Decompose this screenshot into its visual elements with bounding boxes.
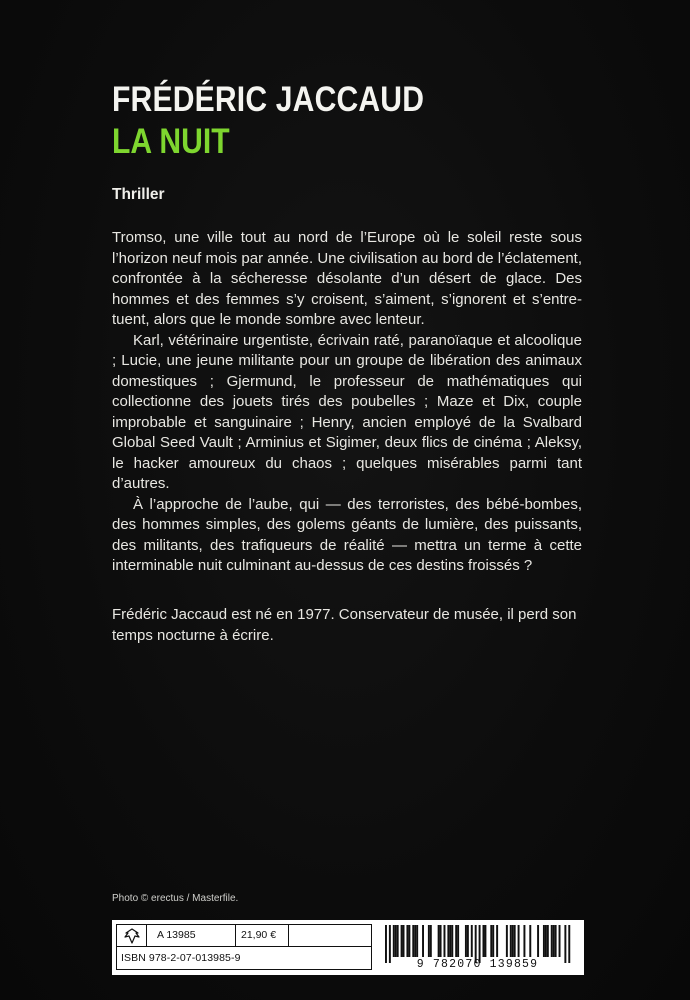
barcode-bar [484,925,486,957]
barcode-bar [451,925,453,957]
barcode-bar [416,925,418,957]
barcode-bar [449,925,451,957]
barcode-bar [492,925,494,957]
blurb [112,228,582,577]
barcode-bar [483,925,485,957]
author-bio: Frédéric Jaccaud est né en 1977. Conservateur de musée, il perd son temps nocturne à écrire. [112,606,577,644]
barcode-bar [547,925,549,957]
barcode-bar [551,925,553,957]
price: 21,90 € [235,925,289,947]
barcode-bar [543,925,545,957]
barcode-box [112,920,584,975]
barcode-bar [408,925,410,957]
blurb-paragraph: Karl, vétérinaire urgentiste, écrivain raté, paranoïaque et alcoolique ; Lucie, une jeune militante pour un groupe de libération des animaux domestiques ; Gjermund, le professeur de mathématiques qui collectionne des jouets tirés des poubelles ; Maze et Dix, couple improbable et sanguinaire ; Henry, ancien employé de la Svalbard Global Seed Vault ; Arminius et Sigimer, deux flics de cinéma ; Aleksy, le hacker amoureux du chaos ; quelques misérables parmi tant d’autres. [112,331,582,492]
barcode-bar [440,925,442,957]
ean-digits: 9 782070 139859 [416,958,539,971]
publisher-logo-icon [117,925,147,947]
barcode-bar [428,925,430,957]
barcode-bar [471,925,473,957]
blurb-paragraph: À l’approche de l’aube, qui — des terroristes, des bébé-bombes, des hommes simples, des golems géants de lumière, des puissants, des militants, des trafiqueurs de réalité — mettra un terme à cette interminable nuit culminant au-dessus de ces destins froissés ? [112,495,582,574]
barcode-bar [430,925,432,957]
barcode-bar [406,925,408,957]
genre-label: Thriller [112,186,165,203]
barcode-bar [523,925,525,957]
barcode-bar [393,925,395,957]
ean-barcode [375,923,580,973]
barcode-bar [510,925,512,957]
barcode-bar [490,925,492,957]
author-name: FRÉDÉRIC JACCAUD [112,80,425,119]
barcode-bar [397,925,399,957]
barcode-bar [518,925,520,957]
isbn: ISBN 978-2-07-013985-9 [121,952,241,964]
barcode-bar [555,925,557,957]
photo-credit: Photo © erectus / Masterfile. [112,893,239,904]
barcode-bar [455,925,457,957]
barcode-bar [412,925,414,957]
price-isbn-panel [116,924,372,970]
barcode-bar [447,925,449,957]
barcode-bar [559,925,561,957]
barcode-bar [553,925,555,957]
barcode-bar [422,925,424,957]
barcode-bar [438,925,440,957]
barcode-bar [465,925,467,957]
barcode-bar [545,925,547,957]
barcode-bar [512,925,514,957]
barcode-bar [529,925,531,957]
barcode-bar [395,925,397,957]
barcode-bar [457,925,459,957]
barcode-bar [467,925,469,957]
catalog-price-row [117,925,371,947]
barcode-bar [496,925,498,957]
barcode-bar [514,925,516,957]
barcode-bar [444,925,446,957]
barcode-bar [401,925,403,957]
barcode-bar [537,925,539,957]
book-title: LA NUIT [112,122,230,161]
barcode-bar [403,925,405,957]
blurb-paragraph: Tromso, une ville tout au nord de l’Europe où le soleil reste sous l’horizon neuf mois par année. Une civilisation au bord de l’éclatement, confrontée à la sécheresse désolante d’un désert de glace. Des hommes et des femmes s’y croisent, s’aiment, s’ignorent et s’entre-tuent, alors que le monde sombre avec lenteur. [112,229,582,328]
barcode-bar [506,925,508,957]
catalog-code: A 13985 [157,929,196,941]
barcode-bar [414,925,416,957]
